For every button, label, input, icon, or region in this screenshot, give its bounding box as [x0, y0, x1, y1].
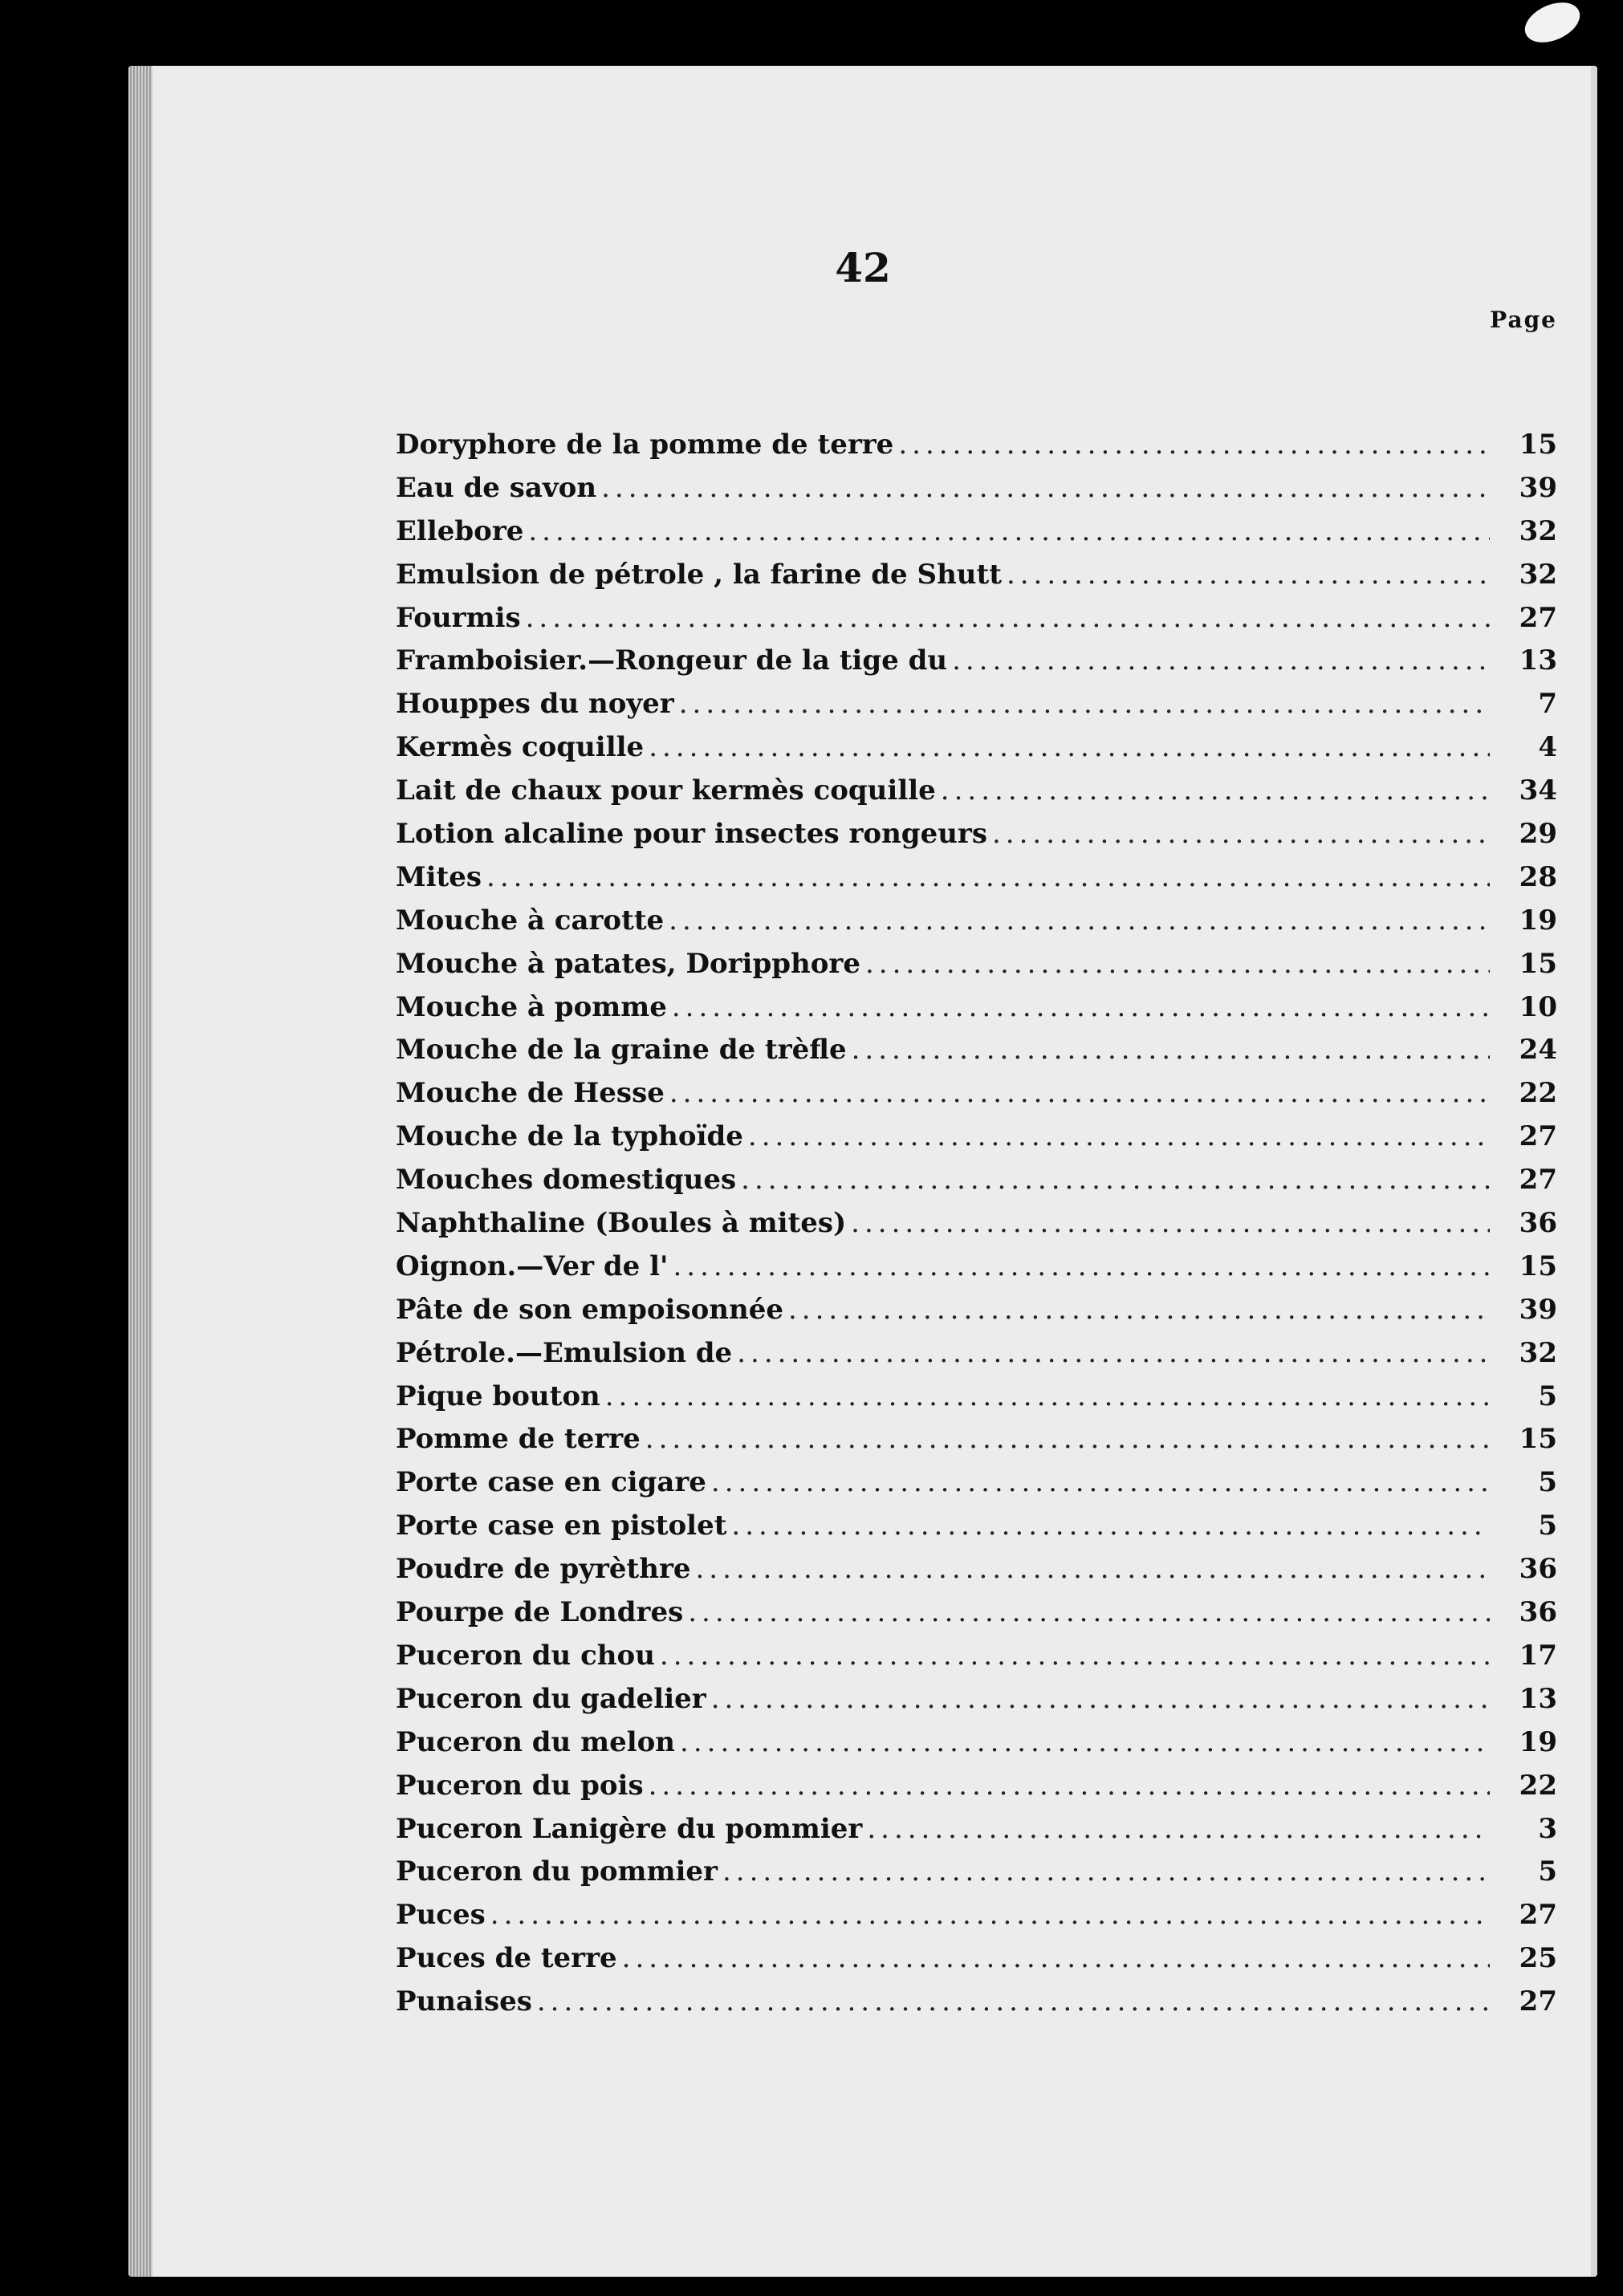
dot-leader	[711, 1466, 1490, 1498]
index-entry-page: 24	[1519, 1034, 1557, 1067]
index-entry-page: 32	[1519, 558, 1557, 591]
dot-leader	[851, 1207, 1490, 1239]
index-entry	[396, 1640, 1557, 1683]
dot-leader	[992, 818, 1490, 850]
dot-leader	[867, 1813, 1490, 1845]
index-entry-label: Porte case en cigare	[396, 1466, 706, 1499]
dot-leader	[852, 1034, 1490, 1066]
page-column-header: Page	[1490, 307, 1557, 333]
dot-leader	[941, 774, 1490, 807]
index-entry	[396, 861, 1557, 904]
index-entry	[396, 1510, 1557, 1553]
book-page	[128, 66, 1597, 2277]
dot-leader	[605, 1380, 1490, 1412]
index-entry-page: 28	[1519, 860, 1557, 893]
index-entry	[396, 1034, 1557, 1077]
index-entry-label: Mouche de la typhoïde	[396, 1120, 743, 1153]
index-entry	[396, 1250, 1557, 1294]
index-entry-label: Mites	[396, 860, 482, 893]
dot-leader	[672, 991, 1490, 1023]
index-entry	[396, 1380, 1557, 1424]
index-entry-page: 19	[1519, 904, 1557, 937]
dot-leader	[722, 1855, 1490, 1888]
index-entry-label: Poudre de pyrèthre	[396, 1553, 691, 1586]
index-entry-page: 13	[1519, 1682, 1557, 1715]
index-entry	[396, 602, 1557, 645]
index-entry-label: Puceron Lanigère du pommier	[396, 1812, 863, 1845]
index-entry-page: 27	[1519, 601, 1557, 634]
index-entry-page: 36	[1519, 1207, 1557, 1240]
dot-leader	[748, 1120, 1490, 1152]
index-entry-label: Pâte de son empoisonnée	[396, 1293, 783, 1326]
ink-blot	[1519, 0, 1586, 51]
index-entry-page: 13	[1519, 644, 1557, 677]
index-entry	[396, 644, 1557, 688]
index-entry-label: Mouche à patates, Doripphore	[396, 947, 860, 980]
index-entry-label: Pomme de terre	[396, 1423, 641, 1456]
dot-leader	[741, 1164, 1490, 1196]
index-entry-page: 27	[1519, 1899, 1557, 1932]
dot-leader	[737, 1337, 1490, 1369]
dot-leader	[679, 688, 1490, 720]
index-entry-page: 19	[1519, 1725, 1557, 1758]
dot-leader	[486, 861, 1490, 893]
index-entry-page: 39	[1519, 1293, 1557, 1326]
index-entry	[396, 1553, 1557, 1596]
index-entry	[396, 1813, 1557, 1856]
page-number: 42	[835, 244, 891, 291]
index-entry-label: Puceron du pommier	[396, 1855, 718, 1888]
index-entry-page: 32	[1519, 514, 1557, 547]
index-entry	[396, 904, 1557, 948]
index-entry-page: 4	[1538, 731, 1557, 764]
index-entry-label: Punaises	[396, 1985, 532, 2018]
index-entry-label: Pique bouton	[396, 1380, 600, 1412]
index-entry-label: Emulsion de pétrole , la farine de Shutt	[396, 558, 1002, 591]
index-entry	[396, 731, 1557, 774]
index-entry-page: 22	[1519, 1077, 1557, 1110]
index-entry	[396, 688, 1557, 731]
dot-leader	[601, 472, 1490, 504]
index-entry-label: Naphthaline (Boules à mites)	[396, 1207, 847, 1240]
index-entry	[396, 1423, 1557, 1466]
index-entry-label: Oignon.—Ver de l'	[396, 1250, 669, 1282]
index-entry-page: 15	[1519, 947, 1557, 980]
index-entry-page: 3	[1538, 1812, 1557, 1845]
index-entry	[396, 472, 1557, 515]
dot-leader	[649, 731, 1490, 763]
index-entry-label: Mouches domestiques	[396, 1164, 737, 1197]
index-entry	[396, 1120, 1557, 1164]
dot-leader	[537, 1985, 1490, 2018]
index-entry-label: Mouche de Hesse	[396, 1077, 665, 1110]
index-entry	[396, 1942, 1557, 1985]
dot-leader	[622, 1942, 1490, 1974]
index-entry-label: Doryphore de la pomme de terre	[396, 429, 894, 461]
index-entry	[396, 818, 1557, 861]
dot-leader	[649, 1770, 1490, 1802]
index-entry-label: Mouche de la graine de trèfle	[396, 1034, 847, 1067]
index-entry-page: 32	[1519, 1336, 1557, 1369]
dot-leader	[673, 1250, 1490, 1282]
dot-leader	[526, 602, 1490, 634]
index-entry-page: 27	[1519, 1164, 1557, 1197]
dot-leader	[1007, 559, 1490, 591]
index-entry	[396, 1770, 1557, 1813]
dot-leader	[898, 429, 1490, 461]
dot-leader	[865, 948, 1490, 980]
index-entry	[396, 1077, 1557, 1120]
index-entry	[396, 559, 1557, 602]
page-edge-right	[1591, 66, 1597, 2277]
index-entry-label: Framboisier.—Rongeur de la tige du	[396, 644, 948, 677]
index-entry	[396, 515, 1557, 559]
index-entry-page: 34	[1519, 774, 1557, 807]
index-entry-page: 27	[1519, 1985, 1557, 2018]
index-list	[396, 429, 1557, 2029]
index-entry	[396, 1899, 1557, 1942]
dot-leader	[490, 1899, 1490, 1931]
index-entry	[396, 1985, 1557, 2029]
index-entry-label: Puceron du melon	[396, 1725, 676, 1758]
index-entry-page: 5	[1538, 1466, 1557, 1499]
index-entry-page: 22	[1519, 1769, 1557, 1802]
index-entry-page: 15	[1519, 429, 1557, 461]
index-entry-page: 36	[1519, 1553, 1557, 1586]
index-entry-label: Pourpe de Londres	[396, 1596, 684, 1629]
index-entry-page: 29	[1519, 818, 1557, 851]
index-entry-page: 36	[1519, 1596, 1557, 1629]
index-entry-page: 15	[1519, 1250, 1557, 1282]
index-entry-page: 5	[1538, 1380, 1557, 1412]
index-entry	[396, 991, 1557, 1034]
index-entry	[396, 1683, 1557, 1726]
index-entry	[396, 1164, 1557, 1207]
dot-leader	[731, 1510, 1490, 1542]
index-entry-label: Puces de terre	[396, 1942, 617, 1975]
page-edge-stack	[128, 66, 153, 2277]
index-entry-page: 27	[1519, 1120, 1557, 1153]
dot-leader	[680, 1726, 1490, 1758]
dot-leader	[528, 515, 1490, 547]
index-entry	[396, 774, 1557, 818]
dot-leader	[696, 1553, 1491, 1585]
index-entry-page: 5	[1538, 1510, 1557, 1542]
index-entry-page: 10	[1519, 990, 1557, 1023]
index-entry	[396, 1466, 1557, 1510]
index-entry-label: Mouche à pomme	[396, 990, 667, 1023]
index-entry	[396, 1596, 1557, 1640]
index-entry-page: 25	[1519, 1942, 1557, 1975]
index-entry-label: Puceron du chou	[396, 1639, 655, 1672]
index-entry-label: Pétrole.—Emulsion de	[396, 1336, 733, 1369]
index-entry	[396, 1726, 1557, 1770]
index-entry	[396, 429, 1557, 472]
index-entry-label: Lait de chaux pour kermès coquille	[396, 774, 936, 807]
dot-leader	[669, 904, 1490, 937]
index-entry-label: Ellebore	[396, 514, 524, 547]
index-entry-page: 17	[1519, 1639, 1557, 1672]
index-entry	[396, 948, 1557, 991]
index-entry-page: 7	[1538, 688, 1557, 721]
index-entry	[396, 1207, 1557, 1250]
dot-leader	[688, 1596, 1490, 1628]
index-entry-label: Eau de savon	[396, 471, 597, 504]
index-entry	[396, 1855, 1557, 1899]
index-entry-label: Lotion alcaline pour insectes rongeurs	[396, 818, 987, 851]
index-entry-page: 5	[1538, 1855, 1557, 1888]
index-entry	[396, 1337, 1557, 1380]
index-entry-label: Fourmis	[396, 601, 521, 634]
index-entry-label: Puces	[396, 1899, 486, 1932]
index-entry-label: Mouche à carotte	[396, 904, 665, 937]
index-entry-label: Puceron du gadelier	[396, 1682, 706, 1715]
index-entry-label: Kermès coquille	[396, 731, 645, 764]
index-entry	[396, 1294, 1557, 1337]
index-entry-page: 15	[1519, 1423, 1557, 1456]
dot-leader	[711, 1683, 1490, 1715]
index-entry-page: 39	[1519, 471, 1557, 504]
index-entry-label: Porte case en pistolet	[396, 1510, 727, 1542]
index-entry-label: Houppes du noyer	[396, 688, 674, 721]
dot-leader	[660, 1640, 1490, 1672]
dot-leader	[645, 1423, 1490, 1455]
dot-leader	[788, 1294, 1490, 1326]
dot-leader	[952, 644, 1490, 677]
index-entry-label: Puceron du pois	[396, 1769, 644, 1802]
dot-leader	[669, 1077, 1490, 1109]
